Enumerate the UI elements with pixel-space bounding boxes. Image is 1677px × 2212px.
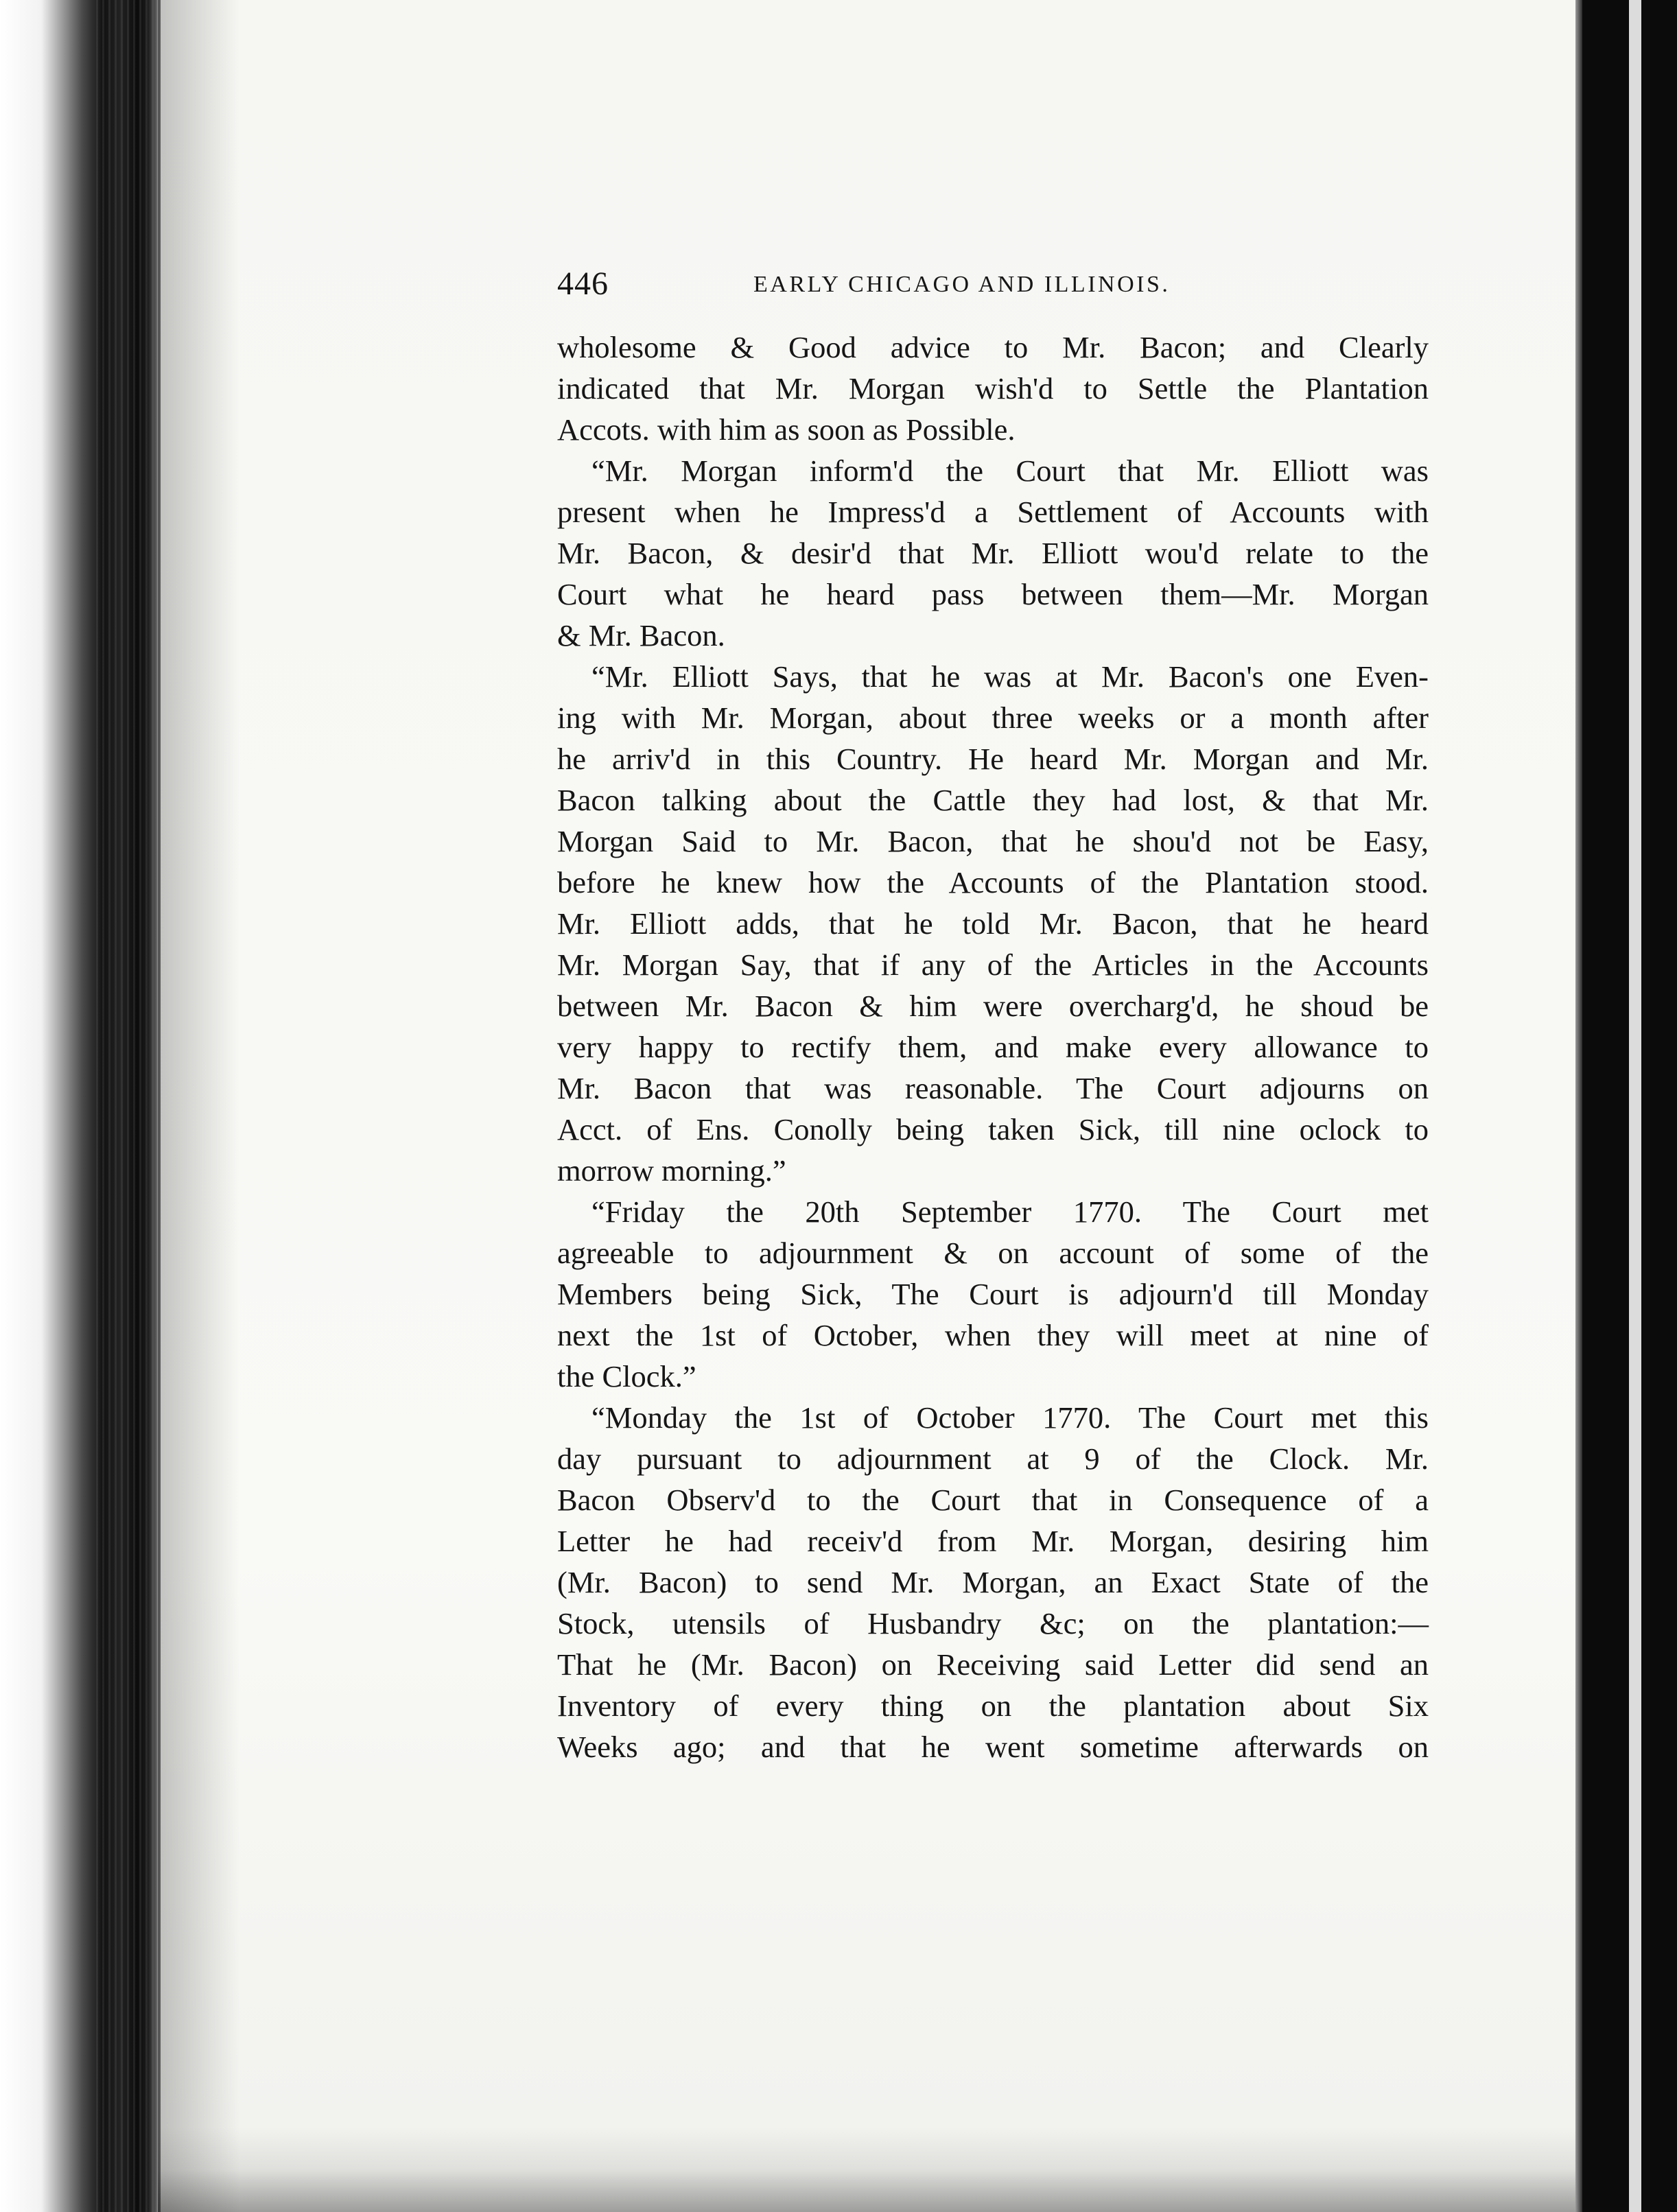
text-line: the Clock.” [557, 1359, 696, 1393]
text-line: very happy to rectify them, and make every allowance to [557, 1030, 1429, 1064]
text-line: between Mr. Bacon & him were overcharg'd, he shoud be [557, 989, 1429, 1023]
text-line: “Monday the 1st of October 1770. The Court met this [591, 1400, 1429, 1435]
text-line: Mr. Morgan Say, that if any of the Articles in the Accounts [557, 948, 1429, 982]
text-line: present when he Impress'd a Settlement of Accounts with [557, 495, 1429, 529]
text-line: (Mr. Bacon) to send Mr. Morgan, an Exact State of the [557, 1565, 1429, 1599]
text-line: Inventory of every thing on the plantation about Six [557, 1689, 1429, 1723]
text-line: “Mr. Elliott Says, that he was at Mr. Bacon's one Even- [591, 659, 1429, 694]
gutter-shadow [158, 0, 240, 2212]
text-line: before he knew how the Accounts of the Plantation stood. [557, 865, 1429, 899]
bottom-page-edge [158, 2127, 1582, 2212]
text-line: day pursuant to adjournment at 9 of the Clock. Mr. [557, 1442, 1429, 1476]
text-line: Accots. with him as soon as Possible. [557, 412, 1016, 447]
page-number: 446 [557, 266, 609, 302]
text-line: next the 1st of October, when they will meet at nine of [557, 1318, 1429, 1352]
text-line: Acct. of Ens. Conolly being taken Sick, till nine oclock to [557, 1112, 1429, 1146]
text-line: Bacon Observ'd to the Court that in Consequence of a [557, 1483, 1429, 1517]
text-line: Members being Sick, The Court is adjourn'd till Monday [557, 1277, 1429, 1311]
text-line: indicated that Mr. Morgan wish'd to Settle the Plantation [557, 371, 1429, 405]
text-line: Stock, utensils of Husbandry &c; on the plantation:— [557, 1606, 1429, 1640]
text-line: wholesome & Good advice to Mr. Bacon; and Clearly [557, 330, 1429, 364]
text-line: Bacon talking about the Cattle they had lost, & that Mr. [557, 783, 1429, 817]
text-line: That he (Mr. Bacon) on Receiving said Letter did send an [557, 1647, 1429, 1682]
running-title: EARLY CHICAGO AND ILLINOIS. [753, 272, 1171, 297]
text-line: Mr. Elliott adds, that he told Mr. Bacon, that he heard [557, 906, 1429, 941]
text-line: he arriv'd in this Country. He heard Mr. Morgan and Mr. [557, 742, 1429, 776]
right-light-strip [1629, 0, 1641, 2212]
text-line: & Mr. Bacon. [557, 618, 725, 652]
text-line: “Mr. Morgan inform'd the Court that Mr. Elliott was [591, 454, 1429, 488]
binding-texture [96, 0, 158, 2212]
right-page-edge [1575, 0, 1582, 2212]
text-line: Court what he heard pass between them—Mr. Morgan [557, 577, 1429, 611]
body-text [557, 327, 1429, 1767]
text-line: Mr. Bacon, & desir'd that Mr. Elliott wou'd relate to the [557, 536, 1429, 570]
page-header [557, 265, 1429, 313]
text-line: Mr. Bacon that was reasonable. The Court adjourns on [557, 1071, 1429, 1105]
text-line: Morgan Said to Mr. Bacon, that he shou'd not be Easy, [557, 824, 1429, 858]
text-line: Letter he had receiv'd from Mr. Morgan, desiring him [557, 1524, 1429, 1558]
text-line: ing with Mr. Morgan, about three weeks or a month after [557, 701, 1429, 735]
text-line: Weeks ago; and that he went sometime afterwards on [557, 1730, 1429, 1764]
text-line: agreeable to adjournment & on account of some of the [557, 1236, 1429, 1270]
text-line: “Friday the 20th September 1770. The Court met [591, 1195, 1429, 1229]
text-line: morrow morning.” [557, 1153, 786, 1188]
